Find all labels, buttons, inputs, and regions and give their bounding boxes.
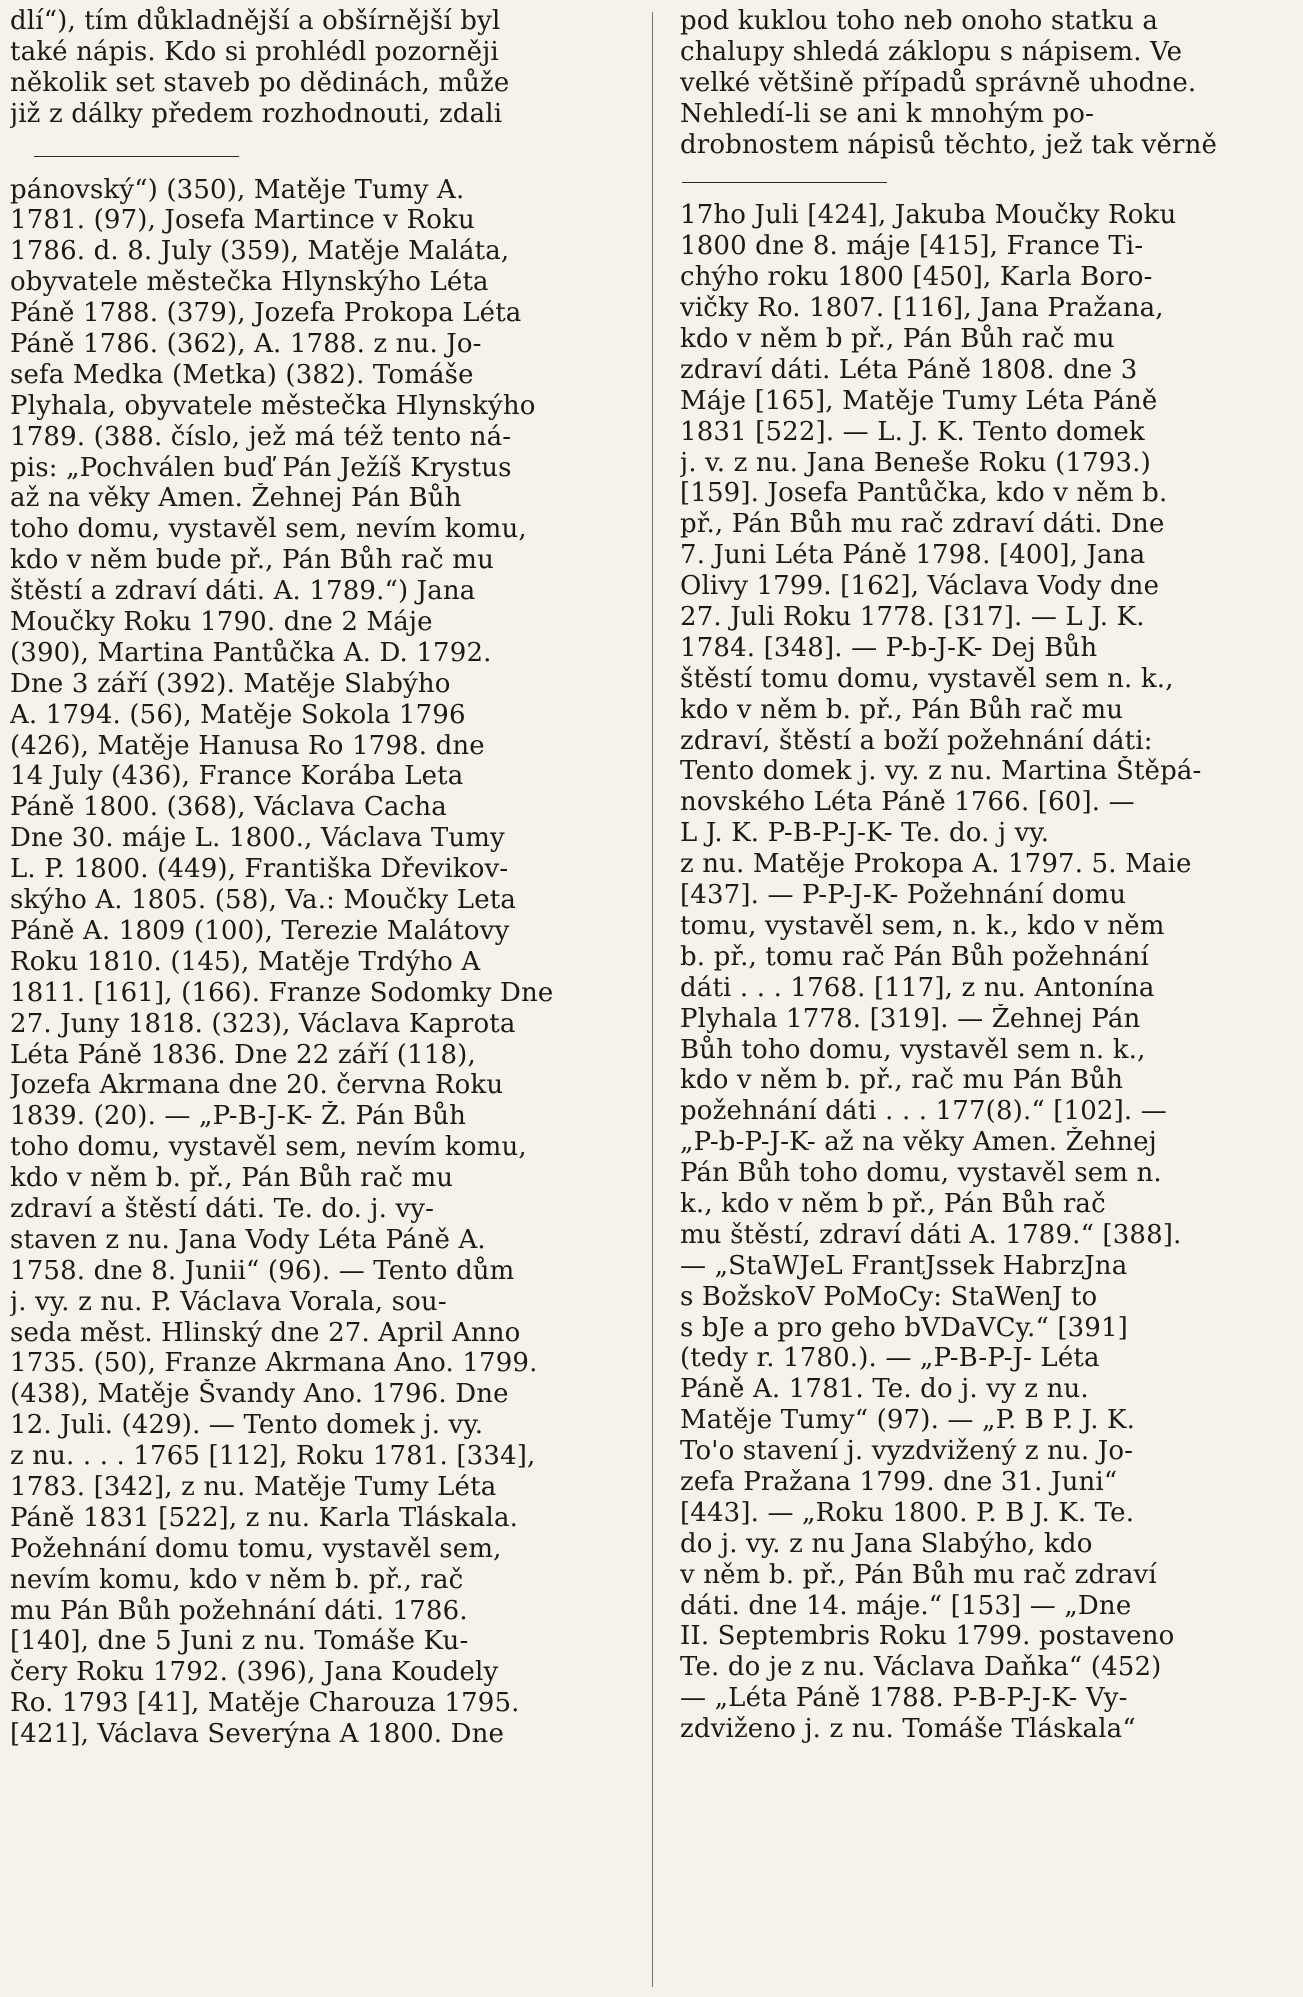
- text-line: chýho roku 1800 [450], Karla Boro-: [680, 262, 1153, 293]
- text-line: j. v. z nu. Jana Beneše Roku (1793.): [680, 447, 1151, 478]
- text-line: Plyhala, obyvatele městečka Hlynskýho: [10, 390, 536, 421]
- text-line: 1781. (97), Josefa Martince v Roku: [10, 205, 475, 236]
- text-line: dlí“), tím důkladnější a obšírnější byl: [10, 6, 501, 36]
- text-line: čery Roku 1792. (396), Jana Koudely: [10, 1657, 499, 1688]
- text-line: zdviženo j. z nu. Tomáše Tláskala“: [680, 1714, 1136, 1745]
- text-line: již z dálky předem rozhodnouti, zdali: [10, 98, 503, 129]
- text-line: Matěje Tumy“ (97). — „P. B P. J. K.: [680, 1405, 1136, 1436]
- text-line: (426), Matěje Hanusa Ro 1798. dne: [10, 730, 485, 761]
- text-line: „P-b-P-J-K- až na věky Amen. Žehnej: [680, 1127, 1157, 1158]
- text-line: Léta Páně 1836. Dne 22 září (118),: [10, 1039, 476, 1070]
- text-line: novského Léta Páně 1766. [60]. —: [680, 787, 1135, 818]
- text-line: — „Léta Páně 1788. P-B-P-J-K- Vy-: [680, 1683, 1128, 1714]
- text-line: mu Pán Bůh požehnání dáti. 1786.: [10, 1595, 468, 1626]
- text-line: pis: „Pochválen buď Pán Ježíš Krystus: [10, 452, 512, 483]
- text-line: skýho A. 1805. (58), Va.: Moučky Leta: [10, 885, 516, 916]
- text-line: Páně A. 1781. Te. do j. vy z nu.: [680, 1374, 1089, 1405]
- text-line: 1758. dne 8. Junii“ (96). — Tento dům: [10, 1255, 515, 1286]
- text-line: chalupy shledá záklopu s nápisem. Ve: [680, 36, 1183, 67]
- text-line: drobnostem nápisů těchto, jež tak věrně: [680, 129, 1218, 160]
- text-line: toho domu, vystavěl sem, nevím komu,: [10, 1132, 527, 1163]
- text-line: z nu. Matěje Prokopa A. 1797. 5. Maie: [680, 849, 1192, 880]
- text-line: 27. Juny 1818. (323), Václava Kaprota: [10, 1008, 516, 1039]
- text-line: 1789. (388. číslo, jež má též tento ná-: [10, 421, 512, 452]
- text-line: zdraví a štěstí dáti. Te. do. j. vy-: [10, 1193, 435, 1224]
- text-line: To'o stavení j. vyzdvižený z nu. Jo-: [680, 1436, 1134, 1467]
- text-line: 1735. (50), Franze Akrmana Ano. 1799.: [10, 1348, 538, 1379]
- text-line: b. př., tomu rač Pán Bůh požehnání: [680, 941, 1149, 972]
- text-line: II. Septembris Roku 1799. postaveno: [680, 1621, 1175, 1652]
- text-line: Te. do je z nu. Václava Daňka“ (452): [680, 1652, 1162, 1683]
- text-line: Roku 1810. (145), Matěje Trdýho A: [10, 946, 481, 977]
- text-line: nevím komu, kdo v něm b. př., rač: [10, 1564, 464, 1595]
- text-line: 1800 dne 8. máje [415], France Ti-: [680, 231, 1144, 262]
- text-line: 1839. (20). — „P-B-J-K- Ž. Pán Bůh: [10, 1101, 467, 1132]
- text-line: z nu. . . . 1765 [112], Roku 1781. [334],: [10, 1441, 536, 1472]
- text-line: kdo v něm b. př., Pán Bůh rač mu: [680, 694, 1124, 725]
- text-line: s bJe a pro geho bVDaVCy.“ [391]: [680, 1312, 1128, 1343]
- text-line: kdo v něm b př., Pán Bůh rač mu: [680, 324, 1115, 355]
- text-line: (438), Matěje Švandy Ano. 1796. Dne: [10, 1379, 509, 1410]
- text-line: také nápis. Kdo si prohlédl pozorněji: [10, 36, 499, 67]
- text-line: [140], dne 5 Juni z nu. Tomáše Ku-: [10, 1626, 469, 1657]
- left-column: [10, 6, 630, 1750]
- text-line: Nehledí-li se ani k mnohým po-: [680, 98, 1095, 129]
- text-line: 1831 [522]. — L. J. K. Tento domek: [680, 416, 1145, 447]
- text-line: Tento domek j. vy. z nu. Martina Štěpá-: [680, 756, 1202, 787]
- column-divider: [652, 12, 653, 1987]
- left-column-bottom-text: [10, 175, 630, 1750]
- text-line: v něm b. př., Pán Bůh mu rač zdraví: [680, 1559, 1157, 1590]
- text-line: A. 1794. (56), Matěje Sokola 1796: [10, 699, 466, 730]
- text-line: — „StaWJeL FrantJssek HabrzJna: [680, 1250, 1128, 1281]
- text-line: Páně A. 1809 (100), Terezie Malátovy: [10, 915, 510, 946]
- text-line: seda měst. Hlinský dne 27. April Anno: [10, 1317, 521, 1348]
- text-line: kdo v něm b. př., Pán Bůh rač mu: [10, 1163, 454, 1194]
- right-footnote-divider: [682, 182, 887, 183]
- text-line: L. P. 1800. (449), Františka Dřevikov-: [10, 854, 509, 885]
- left-footnote-divider: [34, 156, 239, 157]
- text-line: Páně 1800. (368), Václava Cacha: [10, 792, 447, 823]
- text-line: obyvatele městečka Hlynskýho Léta: [10, 267, 489, 298]
- text-line: kdo v něm b. př., rač mu Pán Bůh: [680, 1065, 1124, 1096]
- text-line: Páně 1831 [522], z nu. Karla Tláskala.: [10, 1502, 519, 1533]
- text-line: do j. vy. z nu Jana Slabýho, kdo: [680, 1528, 1093, 1559]
- text-line: Ro. 1793 [41], Matěje Charouza 1795.: [10, 1688, 520, 1719]
- text-line: [437]. — P-P-J-K- Požehnání domu: [680, 880, 1127, 911]
- text-line: zdraví, štěstí a boží požehnání dáti:: [680, 725, 1153, 756]
- text-line: 1786. d. 8. July (359), Matěje Maláta,: [10, 236, 510, 267]
- right-column-bottom-text: [680, 200, 1292, 1745]
- text-line: Olivy 1799. [162], Václava Vody dne: [680, 571, 1160, 602]
- right-column: [680, 6, 1292, 1745]
- text-line: Pán Bůh toho domu, vystavěl sem n.: [680, 1158, 1162, 1189]
- text-line: 1783. [342], z nu. Matěje Tumy Léta: [10, 1471, 497, 1502]
- text-line: s BožskoV PoMoCy: StaWenJ to: [680, 1281, 1098, 1312]
- text-line: Bůh toho domu, vystavěl sem n. k.,: [680, 1034, 1146, 1065]
- text-line: velké většině případů správně uhodne.: [680, 67, 1197, 98]
- text-line: 14 July (436), France Korába Leta: [10, 761, 464, 792]
- text-line: 7. Juni Léta Páně 1798. [400], Jana: [680, 540, 1146, 571]
- text-line: Moučky Roku 1790. dne 2 Máje: [10, 607, 433, 638]
- text-line: př., Pán Bůh mu rač zdraví dáti. Dne: [680, 509, 1165, 540]
- right-column-top-text: [680, 6, 1292, 160]
- text-line: 12. Juli. (429). — Tento domek j. vy.: [10, 1410, 484, 1441]
- text-line: Jozefa Akrmana dne 20. června Roku: [10, 1070, 504, 1101]
- text-line: 17ho Juli [424], Jakuba Moučky Roku: [680, 200, 1177, 231]
- text-line: Dne 30. máje L. 1800., Václava Tumy: [10, 823, 505, 854]
- text-line: 27. Juli Roku 1778. [317]. — L J. K.: [680, 602, 1145, 633]
- text-line: toho domu, vystavěl sem, nevím komu,: [10, 514, 527, 545]
- text-line: [443]. — „Roku 1800. P. B J. K. Te.: [680, 1497, 1135, 1528]
- text-line: [159]. Josefa Pantůčka, kdo v něm b.: [680, 478, 1168, 509]
- text-line: štěstí a zdraví dáti. A. 1789.“) Jana: [10, 576, 476, 607]
- text-line: pánovský“) (350), Matěje Tumy A.: [10, 174, 465, 205]
- text-line: štěstí tomu domu, vystavěl sem n. k.,: [680, 663, 1174, 694]
- text-line: 1784. [348]. — P-b-J-K- Dej Bůh: [680, 632, 1098, 663]
- text-line: (tedy r. 1780.). — „P-B-P-J- Léta: [680, 1343, 1100, 1374]
- text-line: Páně 1786. (362), A. 1788. z nu. Jo-: [10, 329, 482, 360]
- text-line: pod kuklou toho neb onoho statku a: [680, 6, 1159, 36]
- text-line: zdraví dáti. Léta Páně 1808. dne 3: [680, 354, 1138, 385]
- text-line: požehnání dáti . . . 177(8).“ [102]. —: [680, 1096, 1167, 1127]
- text-line: až na věky Amen. Žehnej Pán Bůh: [10, 483, 462, 514]
- text-line: Dne 3 září (392). Matěje Slabýho: [10, 668, 451, 699]
- text-line: mu štěstí, zdraví dáti A. 1789.“ [388].: [680, 1219, 1182, 1250]
- text-line: zefa Pražana 1799. dne 31. Juni“: [680, 1466, 1118, 1497]
- text-line: sefa Medka (Metka) (382). Tomáše: [10, 359, 474, 390]
- text-line: j. vy. z nu. P. Václava Vorala, sou-: [10, 1286, 447, 1317]
- text-line: kdo v něm bude př., Pán Bůh rač mu: [10, 545, 494, 576]
- text-line: 1811. [161], (166). Franze Sodomky Dne: [10, 977, 554, 1008]
- text-line: staven z nu. Jana Vody Léta Páně A.: [10, 1224, 486, 1255]
- text-line: k., kdo v něm b př., Pán Bůh rač: [680, 1188, 1106, 1219]
- text-line: [421], Václava Severýna A 1800. Dne: [10, 1719, 505, 1750]
- text-line: vičky Ro. 1807. [116], Jana Pražana,: [680, 293, 1164, 324]
- text-line: L J. K. P-B-P-J-K- Te. do. j vy.: [680, 818, 1050, 849]
- text-line: několik set staveb po dědinách, může: [10, 67, 510, 98]
- text-line: Páně 1788. (379), Jozefa Prokopa Léta: [10, 298, 522, 329]
- left-column-top-text: [10, 6, 630, 130]
- text-line: tomu, vystavěl sem, n. k., kdo v něm: [680, 910, 1165, 941]
- text-line: dáti. dne 14. máje.“ [153] — „Dne: [680, 1590, 1132, 1621]
- text-line: (390), Martina Pantůčka A. D. 1792.: [10, 637, 492, 668]
- text-line: Požehnání domu tomu, vystavěl sem,: [10, 1533, 502, 1564]
- text-line: dáti . . . 1768. [117], z nu. Antonína: [680, 972, 1155, 1003]
- text-line: Plyhala 1778. [319]. — Žehnej Pán: [680, 1003, 1141, 1034]
- text-line: Máje [165], Matěje Tumy Léta Páně: [680, 385, 1158, 416]
